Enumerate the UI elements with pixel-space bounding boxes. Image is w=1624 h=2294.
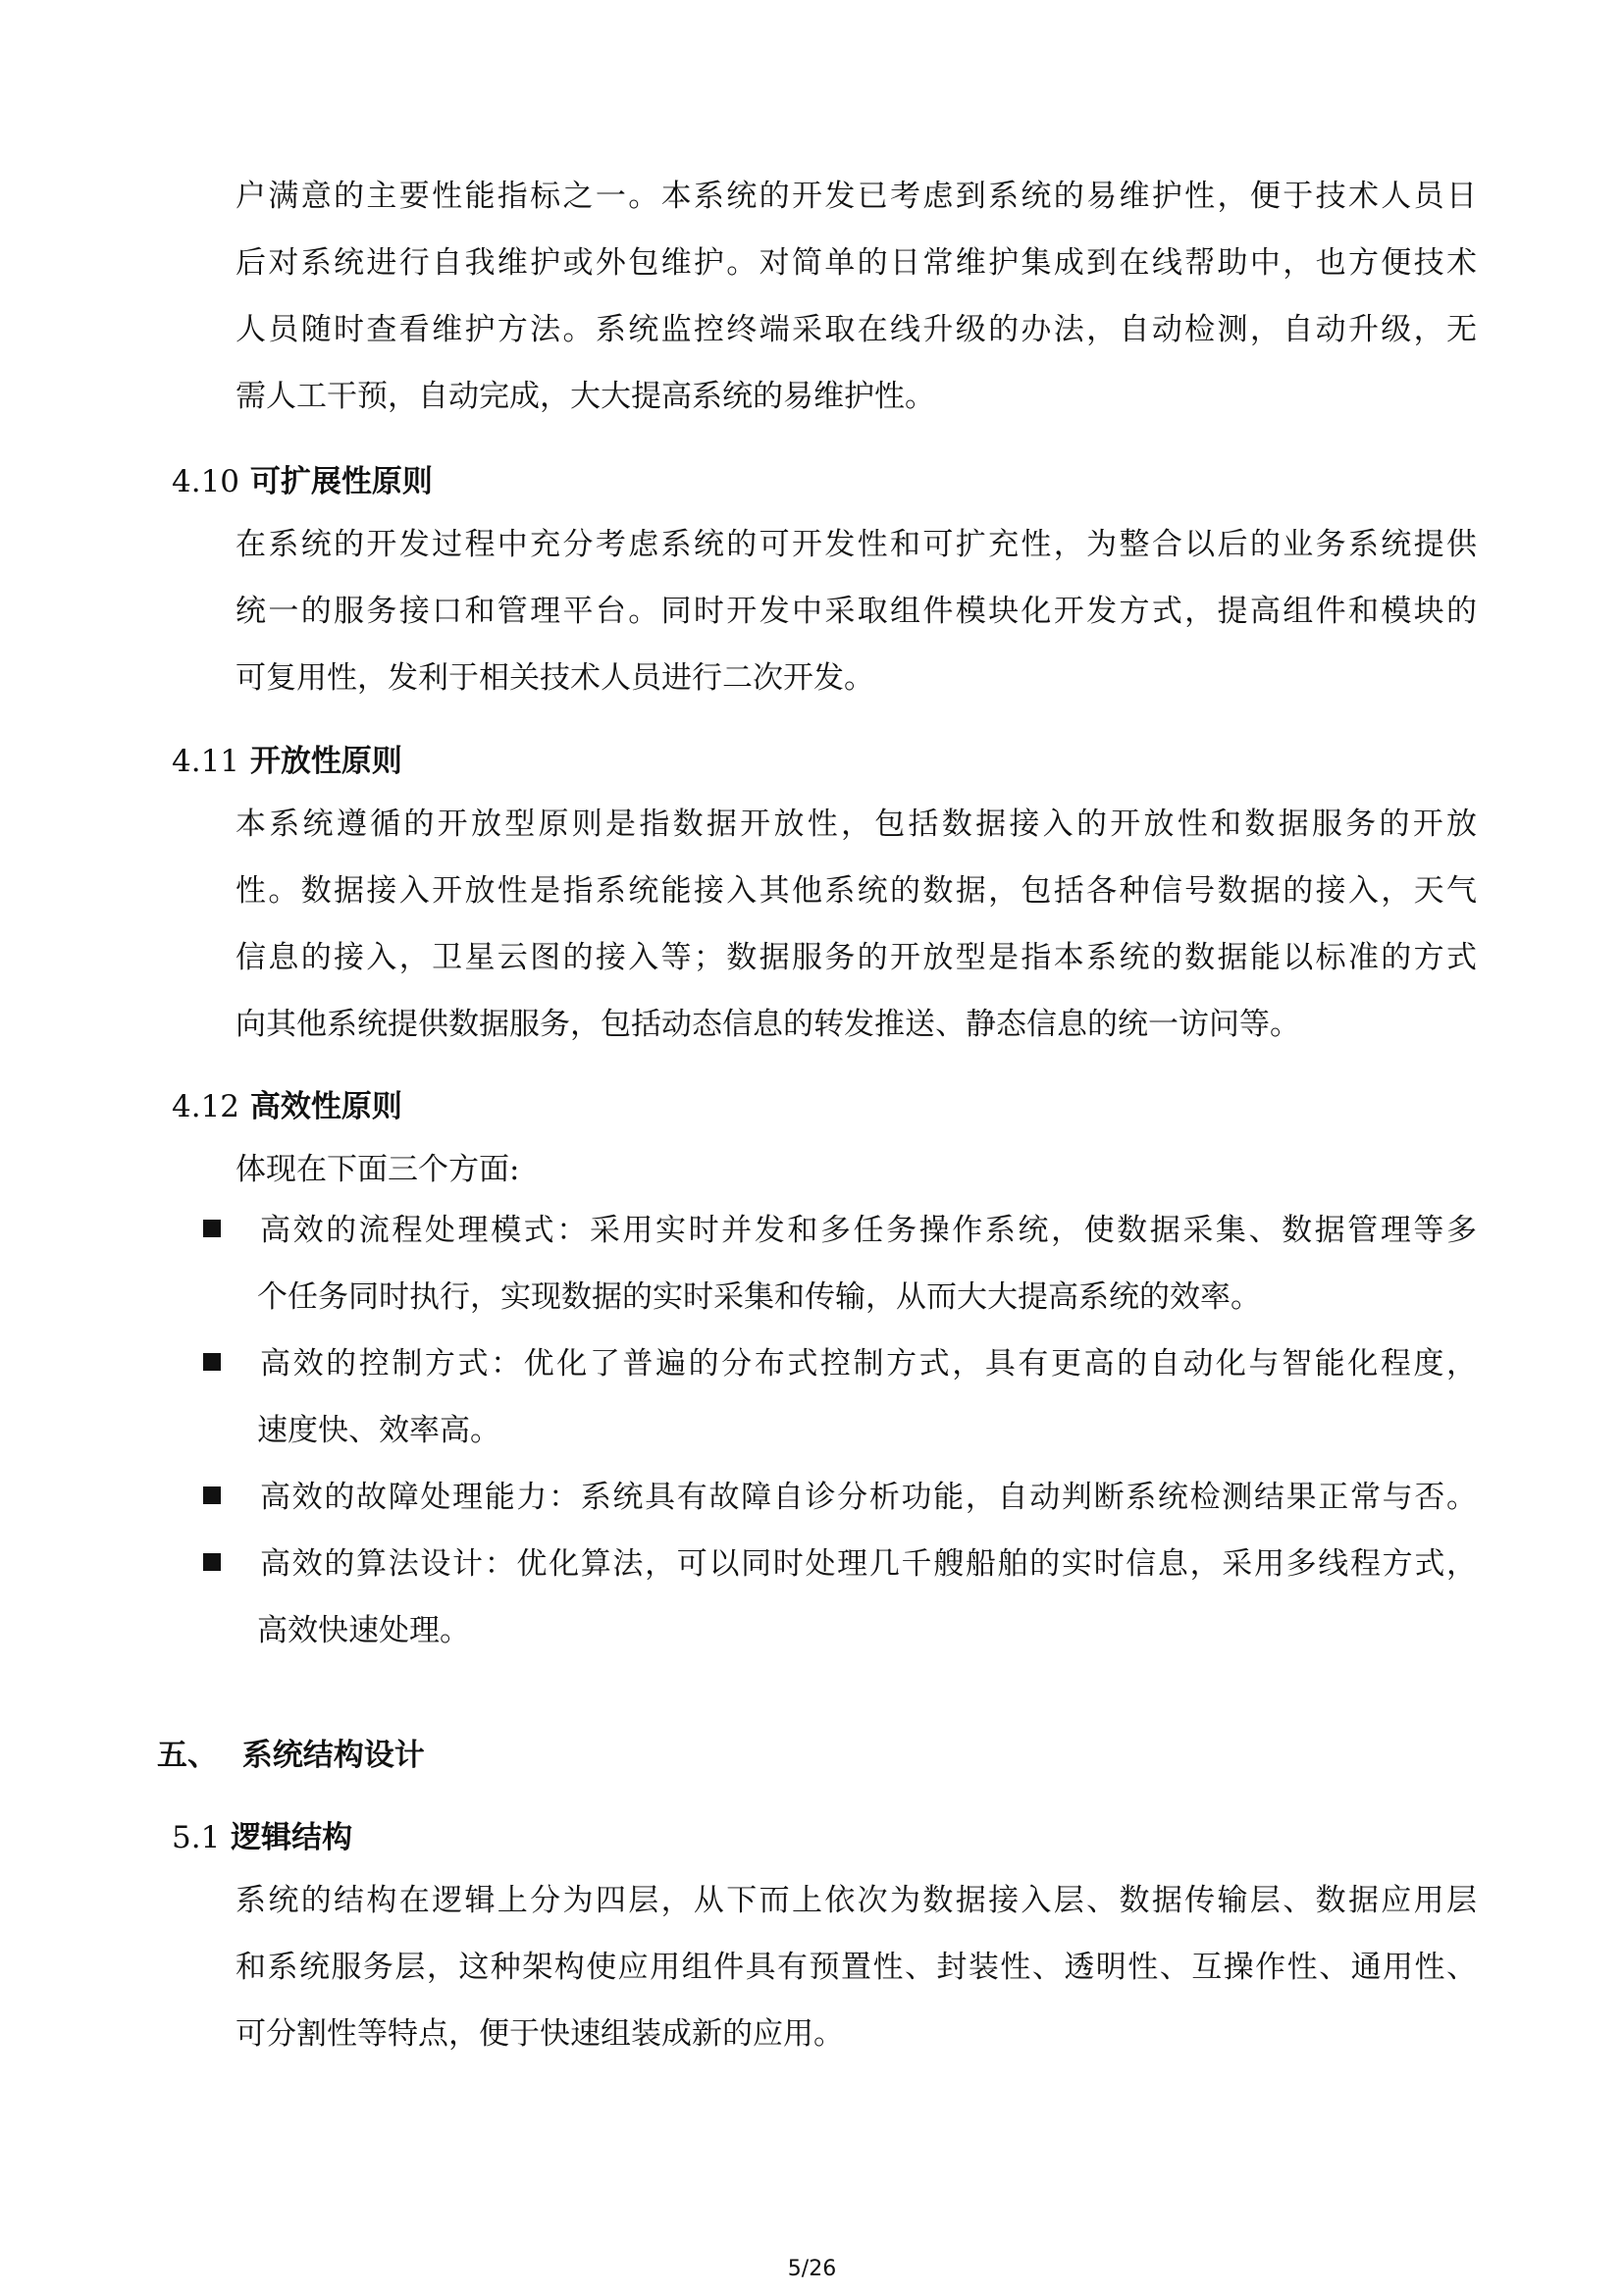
bullet-1-line-1: 高效的流程处理模式：采用实时并发和多任务操作系统，使数据采集、数据管理等多	[260, 1213, 1477, 1248]
section-number: 4.11	[172, 744, 240, 779]
intro-line-2: 后对系统进行自我维护或外包维护。对简单的日常维护集成到在线帮助中，也方便技术	[236, 245, 1477, 281]
s410-line-1: 在系统的开发过程中充分考虑系统的可开发性和可扩充性，为整合以后的业务系统提供	[236, 527, 1477, 562]
section-number: 4.12	[172, 1089, 240, 1124]
s412-intro: 体现在下面三个方面:	[236, 1152, 520, 1187]
bullet-1-line-2: 个任务同时执行，实现数据的实时采集和传输，从而大大提高系统的效率。	[257, 1279, 1261, 1315]
s410-line-2: 统一的服务接口和管理平台。同时开发中采取组件模块化开发方式，提高组件和模块的	[236, 594, 1477, 629]
s411-line-3: 信息的接入，卫星云图的接入等；数据服务的开放型是指本系统的数据能以标准的方式	[236, 940, 1477, 975]
section-heading-4-10	[172, 462, 433, 501]
bullet-4-line-2: 高效快速处理。	[257, 1613, 470, 1648]
square-bullet-icon	[203, 1553, 221, 1571]
section-title: 开放性原则	[249, 744, 402, 779]
s410-line-3: 可复用性，发利于相关技术人员进行二次开发。	[236, 660, 874, 696]
square-bullet-icon	[203, 1220, 221, 1237]
bullet-2-line-1: 高效的控制方式：优化了普遍的分布式控制方式，具有更高的自动化与智能化程度，	[260, 1346, 1477, 1382]
section-heading-4-12	[172, 1087, 402, 1126]
bullet-3-line-1: 高效的故障处理能力：系统具有故障自诊分析功能，自动判断系统检测结果正常与否。	[260, 1480, 1477, 1515]
section-title: 高效性原则	[249, 1089, 402, 1124]
intro-line-1: 户满意的主要性能指标之一。本系统的开发已考虑到系统的易维护性，便于技术人员日	[236, 179, 1477, 214]
bullet-2-line-2: 速度快、效率高。	[257, 1413, 500, 1448]
chapter-title: 系统结构设计	[241, 1738, 425, 1773]
s411-line-2: 性。数据接入开放性是指系统能接入其他系统的数据，包括各种信号数据的接入，天气	[236, 873, 1477, 909]
square-bullet-icon	[203, 1486, 221, 1504]
section-heading-5-1	[172, 1818, 352, 1857]
s51-line-3: 可分割性等特点，便于快速组装成新的应用。	[236, 2016, 844, 2052]
square-bullet-icon	[203, 1353, 221, 1371]
s411-line-1: 本系统遵循的开放型原则是指数据开放性，包括数据接入的开放性和数据服务的开放	[236, 807, 1477, 842]
section-title: 可扩展性原则	[249, 464, 433, 499]
s411-line-4: 向其他系统提供数据服务，包括动态信息的转发推送、静态信息的统一访问等。	[236, 1007, 1300, 1042]
page-number: 5/26	[787, 2257, 837, 2281]
s51-line-1: 系统的结构在逻辑上分为四层，从下而上依次为数据接入层、数据传输层、数据应用层	[236, 1883, 1477, 1918]
section-number: 4.10	[172, 464, 240, 499]
section-number: 5.1	[172, 1820, 221, 1855]
bullet-4-line-1: 高效的算法设计：优化算法，可以同时处理几千艘船舶的实时信息，采用多线程方式，	[260, 1546, 1477, 1582]
intro-line-4: 需人工干预，自动完成，大大提高系统的易维护性。	[236, 379, 935, 414]
chapter-heading-5	[157, 1736, 425, 1775]
s51-line-2: 和系统服务层，这种架构使应用组件具有预置性、封装性、透明性、互操作性、通用性、	[236, 1950, 1477, 1985]
section-title: 逻辑结构	[231, 1820, 353, 1855]
chapter-number: 五、	[157, 1738, 218, 1773]
section-heading-4-11	[172, 742, 402, 781]
intro-line-3: 人员随时查看维护方法。系统监控终端采取在线升级的办法，自动检测，自动升级，无	[236, 312, 1477, 347]
